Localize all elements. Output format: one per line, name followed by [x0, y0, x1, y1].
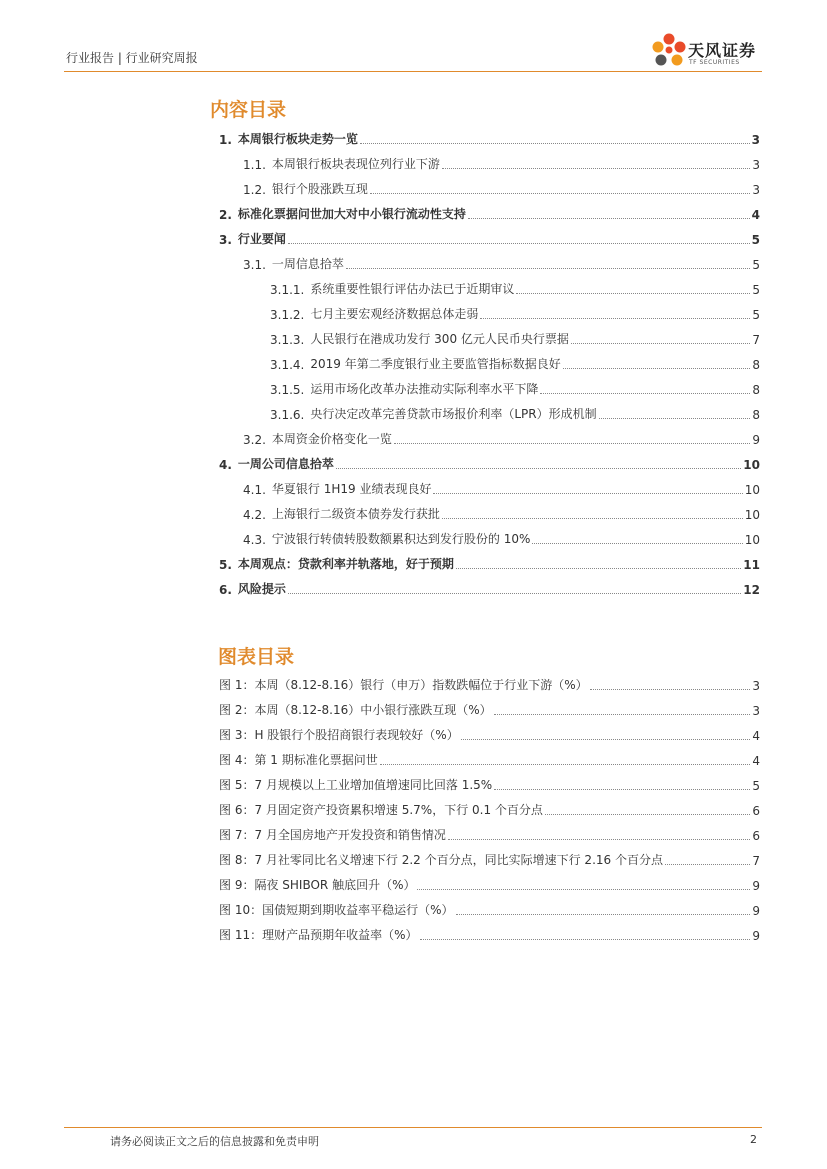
toc-leader-dots	[394, 427, 750, 444]
figure-entry-label: 图 11：理财产品预期年收益率（%）	[219, 928, 418, 942]
figure-entry-label: 图 5：7 月规模以上工业增加值增速同比回落 1.5%	[219, 778, 493, 792]
toc-entry-number: 3.1.3.	[270, 333, 305, 347]
toc-entry-text: 一周公司信息拾萃	[237, 457, 334, 471]
toc-entry-number: 4.3.	[243, 533, 266, 547]
toc-entry-number: 3.1.1.	[270, 283, 305, 297]
toc-leader-dots	[456, 552, 741, 569]
toc-entry-text: 系统重要性银行评估办法已于近期审议	[310, 282, 515, 296]
toc-entry[interactable]	[0, 152, 827, 172]
flower-logo-icon	[650, 32, 688, 72]
figure-leader-dots	[380, 748, 751, 765]
toc-entry-page: 8	[752, 383, 760, 397]
figure-leader-dots	[494, 773, 750, 790]
header-left-text: 行业报告 | 行业研究周报	[66, 51, 198, 65]
toc-leader-dots	[442, 152, 750, 169]
toc-entry-page: 5	[752, 308, 760, 322]
figure-entry-label: 图 9：隔夜 SHIBOR 触底回升（%）	[219, 878, 416, 892]
toc-entry-text: 本周银行板块走势一览	[237, 132, 358, 146]
footer-page-number: 2	[750, 1133, 757, 1146]
toc-entry-text: 本周观点：贷款利率并轨落地，好于预期	[237, 557, 454, 571]
toc-entry-page: 8	[752, 408, 760, 422]
figure-entry[interactable]	[0, 698, 827, 718]
figure-entry[interactable]	[0, 748, 827, 768]
toc-entry-page: 4	[751, 208, 760, 222]
toc-entry-number: 2.	[219, 208, 232, 222]
toc-entry-number: 4.	[219, 458, 232, 472]
figure-entry-page: 9	[752, 879, 760, 893]
figure-leader-dots	[590, 673, 751, 690]
toc-leader-dots	[563, 352, 751, 369]
figure-entry-page: 7	[752, 854, 760, 868]
figure-entry[interactable]	[0, 898, 827, 918]
toc-entry-page: 5	[751, 233, 760, 247]
figure-entry-label: 图 2：本周（8.12-8.16）中小银行涨跌互现（%）	[219, 703, 492, 717]
figure-entry-page: 4	[752, 754, 760, 768]
toc-entry-number: 5.	[219, 558, 232, 572]
toc-entry-number: 3.1.6.	[270, 408, 305, 422]
toc-entry[interactable]	[0, 352, 827, 372]
toc-entry[interactable]	[0, 527, 827, 547]
figure-entry[interactable]	[0, 673, 827, 693]
figure-entry-label: 图 7：7 月全国房地产开发投资和销售情况	[219, 828, 446, 842]
toc-entry[interactable]	[0, 302, 827, 322]
figure-entry[interactable]	[0, 848, 827, 868]
toc-entry-text: 标准化票据问世加大对中小银行流动性支持	[237, 207, 466, 221]
toc-entry-text: 本周银行板块表现位列行业下游	[271, 157, 440, 171]
toc-entry-number: 6.	[219, 583, 232, 597]
toc-entry-text: 本周资金价格变化一览	[271, 432, 392, 446]
toc-leader-dots	[540, 377, 750, 394]
figure-entry[interactable]	[0, 923, 827, 943]
figure-entry-label: 图 3：H 股银行个股招商银行表现较好（%）	[219, 728, 459, 742]
toc-entry-number: 3.	[219, 233, 232, 247]
toc-entry[interactable]	[0, 327, 827, 347]
figure-entry-page: 3	[752, 679, 760, 693]
toc-entry-page: 12	[743, 583, 760, 597]
toc-entry-page: 9	[752, 433, 760, 447]
toc-leader-dots	[480, 302, 750, 319]
figure-entry-label: 图 1：本周（8.12-8.16）银行（申万）指数跌幅位于行业下游（%）	[219, 678, 588, 692]
toc-entry-page: 3	[752, 183, 760, 197]
toc-entry-number: 3.1.5.	[270, 383, 305, 397]
toc-leader-dots	[370, 177, 750, 194]
footer-rule	[64, 1127, 762, 1128]
toc-entry[interactable]	[0, 127, 827, 147]
figure-entry[interactable]	[0, 873, 827, 893]
figure-leader-dots	[665, 848, 750, 865]
figure-leader-dots	[494, 698, 751, 715]
toc-entry[interactable]	[0, 202, 827, 222]
figure-entry[interactable]	[0, 823, 827, 843]
figure-entry-page: 6	[752, 829, 760, 843]
toc-entry-number: 3.2.	[243, 433, 266, 447]
toc-leader-dots	[360, 127, 750, 144]
toc-entry[interactable]	[0, 502, 827, 522]
toc-entry-text: 2019 年第二季度银行业主要监管指标数据良好	[310, 357, 561, 371]
toc-entry-text: 一周信息拾萃	[271, 257, 344, 271]
figure-entry[interactable]	[0, 798, 827, 818]
figure-entry-page: 5	[752, 779, 760, 793]
toc-entry-text: 宁波银行转债转股数额累积达到发行股份的 10%	[271, 532, 531, 546]
figure-entry-page: 6	[752, 804, 760, 818]
toc-entry-text: 风险提示	[237, 582, 286, 596]
toc-entry[interactable]	[0, 227, 827, 247]
figure-entry[interactable]	[0, 723, 827, 743]
toc-leader-dots	[516, 277, 750, 294]
toc-entry[interactable]	[0, 252, 827, 272]
figure-leader-dots	[461, 723, 751, 740]
toc-entry-page: 10	[744, 483, 760, 497]
toc-leader-dots	[346, 252, 750, 269]
logo-cn-text: 天风证券	[688, 41, 757, 60]
footer-disclaimer: 请务必阅读正文之后的信息披露和免责申明	[110, 1135, 319, 1148]
figure-entry-page: 9	[752, 929, 760, 943]
toc-entry-text: 人民银行在港成功发行 300 亿元人民币央行票据	[310, 332, 569, 346]
toc-entry-number: 3.1.2.	[270, 308, 305, 322]
toc-leader-dots	[288, 577, 741, 594]
contents-title: 内容目录	[210, 99, 287, 121]
company-logo	[650, 32, 762, 72]
toc-leader-dots	[442, 502, 743, 519]
figure-entry[interactable]	[0, 773, 827, 793]
logo-en-text: TF SECURITIES	[689, 59, 740, 66]
figure-leader-dots	[456, 898, 751, 915]
toc-entry-page: 3	[751, 133, 760, 147]
toc-entry-number: 1.	[219, 133, 232, 147]
figure-entry-label: 图 4：第 1 期标准化票据问世	[219, 753, 378, 767]
figure-entry-label: 图 6：7 月固定资产投资累积增速 5.7%，下行 0.1 个百分点	[219, 803, 543, 817]
toc-entry-number: 3.1.4.	[270, 358, 305, 372]
toc-entry-number: 1.2.	[243, 183, 266, 197]
figure-entry-page: 4	[752, 729, 760, 743]
figure-leader-dots	[448, 823, 750, 840]
toc-leader-dots	[433, 477, 742, 494]
toc-entry-page: 10	[744, 533, 760, 547]
figure-entry-page: 3	[752, 704, 760, 718]
toc-entry[interactable]	[0, 477, 827, 497]
toc-entry-page: 5	[752, 283, 760, 297]
toc-entry-page: 10	[744, 508, 760, 522]
toc-entry-page: 5	[752, 258, 760, 272]
figure-entry-page: 9	[752, 904, 760, 918]
toc-entry-page: 11	[743, 558, 760, 572]
toc-leader-dots	[468, 202, 750, 219]
toc-entry[interactable]	[0, 577, 827, 597]
toc-entry[interactable]	[0, 277, 827, 297]
toc-entry[interactable]	[0, 177, 827, 197]
toc-entry-text: 央行决定改革完善贷款市场报价利率（LPR）形成机制	[310, 407, 597, 421]
figure-leader-dots	[417, 873, 750, 890]
toc-entry[interactable]	[0, 452, 827, 472]
toc-leader-dots	[599, 402, 751, 419]
figure-leader-dots	[420, 923, 751, 940]
toc-entry-text: 华夏银行 1H19 业绩表现良好	[271, 482, 432, 496]
toc-entry-text: 银行个股涨跌互现	[271, 182, 368, 196]
figures-title: 图表目录	[218, 646, 295, 668]
figure-entry-label: 图 8：7 月社零同比名义增速下行 2.2 个百分点，同比实际增速下行 2.16 个百分点	[219, 853, 663, 867]
toc-leader-dots	[336, 452, 741, 469]
toc-entry-number: 1.1.	[243, 158, 266, 172]
toc-entry-text: 上海银行二级资本债券发行获批	[271, 507, 440, 521]
toc-leader-dots	[288, 227, 750, 244]
toc-entry-text: 行业要闻	[237, 232, 286, 246]
toc-entry-number: 3.1.	[243, 258, 266, 272]
figure-leader-dots	[545, 798, 750, 815]
toc-entry-number: 4.1.	[243, 483, 266, 497]
toc-entry[interactable]	[0, 552, 827, 572]
toc-entry-text: 运用市场化改革办法推动实际利率水平下降	[310, 382, 539, 396]
toc-entry-number: 4.2.	[243, 508, 266, 522]
toc-entry-page: 3	[752, 158, 760, 172]
toc-entry[interactable]	[0, 402, 827, 422]
toc-leader-dots	[532, 527, 742, 544]
toc-entry[interactable]	[0, 377, 827, 397]
toc-entry[interactable]	[0, 427, 827, 447]
toc-entry-page: 8	[752, 358, 760, 372]
toc-leader-dots	[571, 327, 750, 344]
toc-entry-page: 10	[743, 458, 760, 472]
toc-entry-page: 7	[752, 333, 760, 347]
figure-entry-label: 图 10：国债短期到期收益率平稳运行（%）	[219, 903, 454, 917]
toc-entry-text: 七月主要宏观经济数据总体走弱	[310, 307, 479, 321]
